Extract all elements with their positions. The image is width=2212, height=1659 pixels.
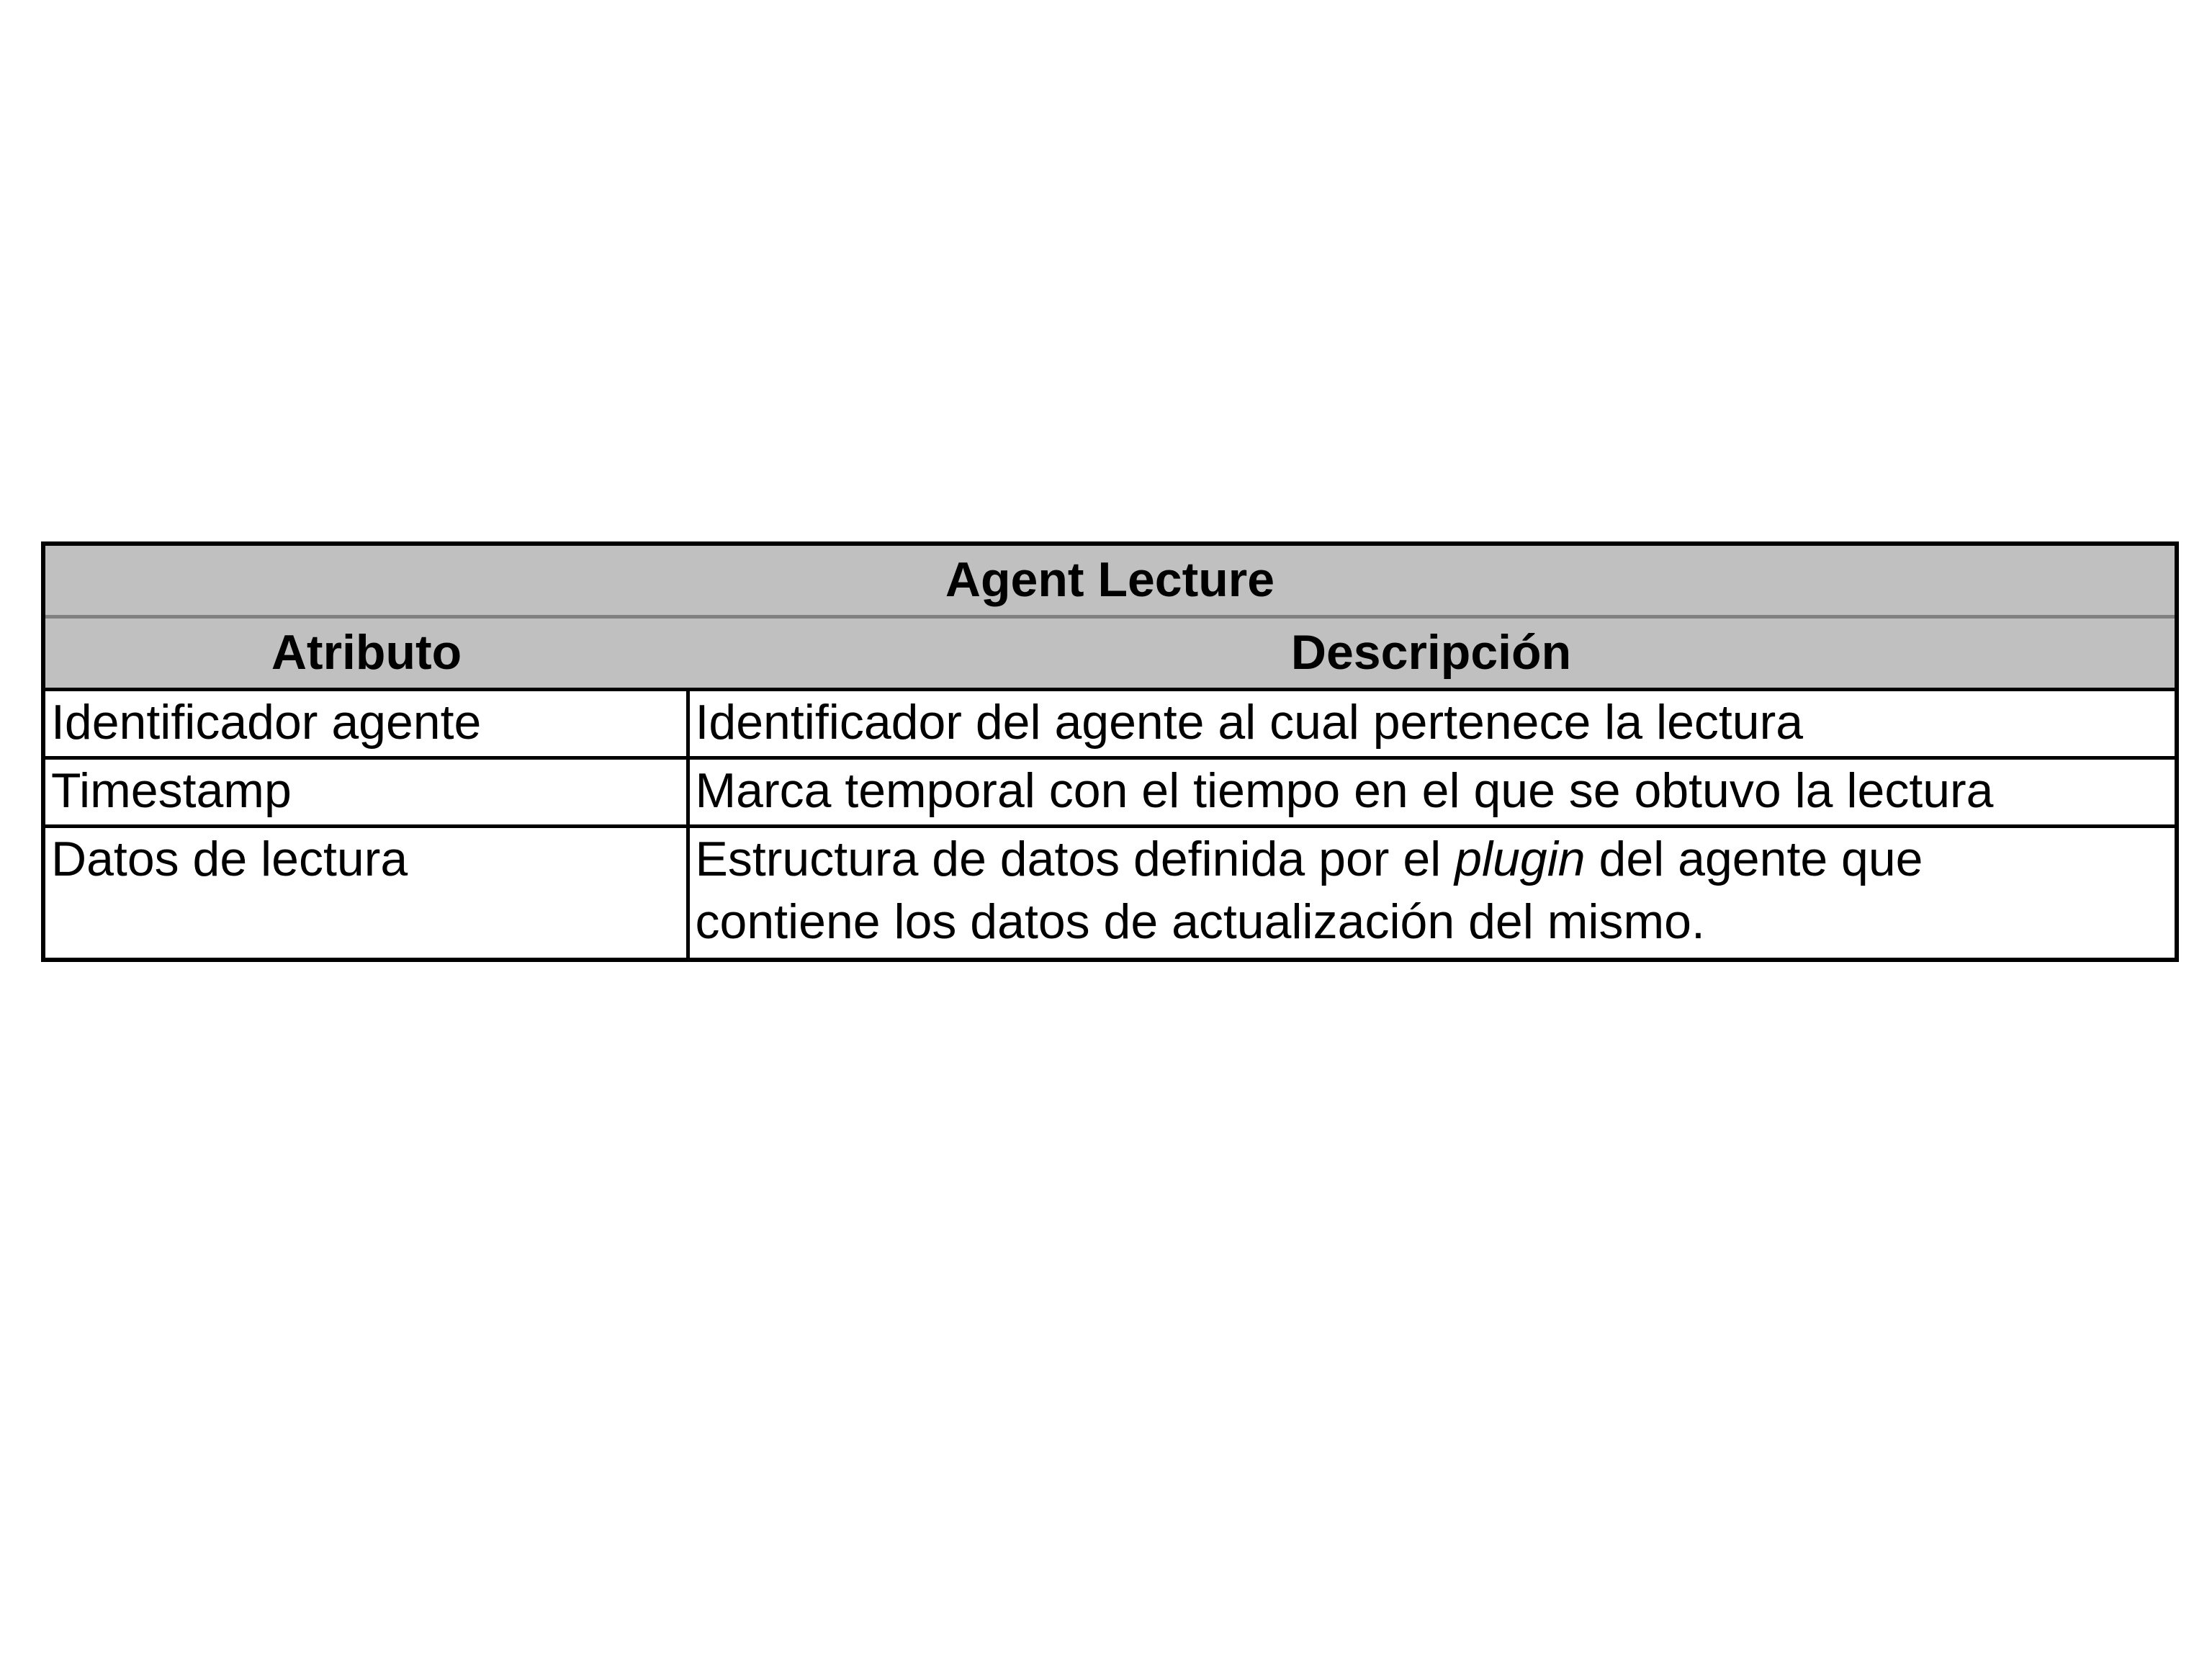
column-header-description: Descripción bbox=[688, 617, 2177, 690]
attribute-cell: Datos de lectura bbox=[43, 827, 688, 961]
table-header-row bbox=[43, 617, 2177, 690]
table-row bbox=[43, 827, 2177, 961]
agent-lecture-table bbox=[41, 541, 2179, 962]
description-cell bbox=[688, 827, 2177, 961]
description-cell: Marca temporal con el tiempo en el que se obtuvo la lectura bbox=[688, 758, 2177, 827]
attribute-cell: Timestamp bbox=[43, 758, 688, 827]
description-text: Estructura de datos definida por el bbox=[695, 832, 1455, 886]
description-cell: Identificador del agente al cual pertenece la lectura bbox=[688, 690, 2177, 758]
description-line-2: contiene los datos de actualización del mismo. bbox=[695, 894, 1705, 950]
table-row bbox=[43, 690, 2177, 758]
description-line-1 bbox=[696, 828, 2170, 891]
table-row bbox=[43, 758, 2177, 827]
description-text: del agente que bbox=[1585, 832, 1923, 886]
column-header-attribute: Atributo bbox=[43, 617, 688, 690]
attribute-cell: Identificador agente bbox=[43, 690, 688, 758]
description-italic-term: plugin bbox=[1455, 832, 1586, 886]
table-title: Agent Lecture bbox=[43, 544, 2177, 617]
table-title-row bbox=[43, 544, 2177, 617]
